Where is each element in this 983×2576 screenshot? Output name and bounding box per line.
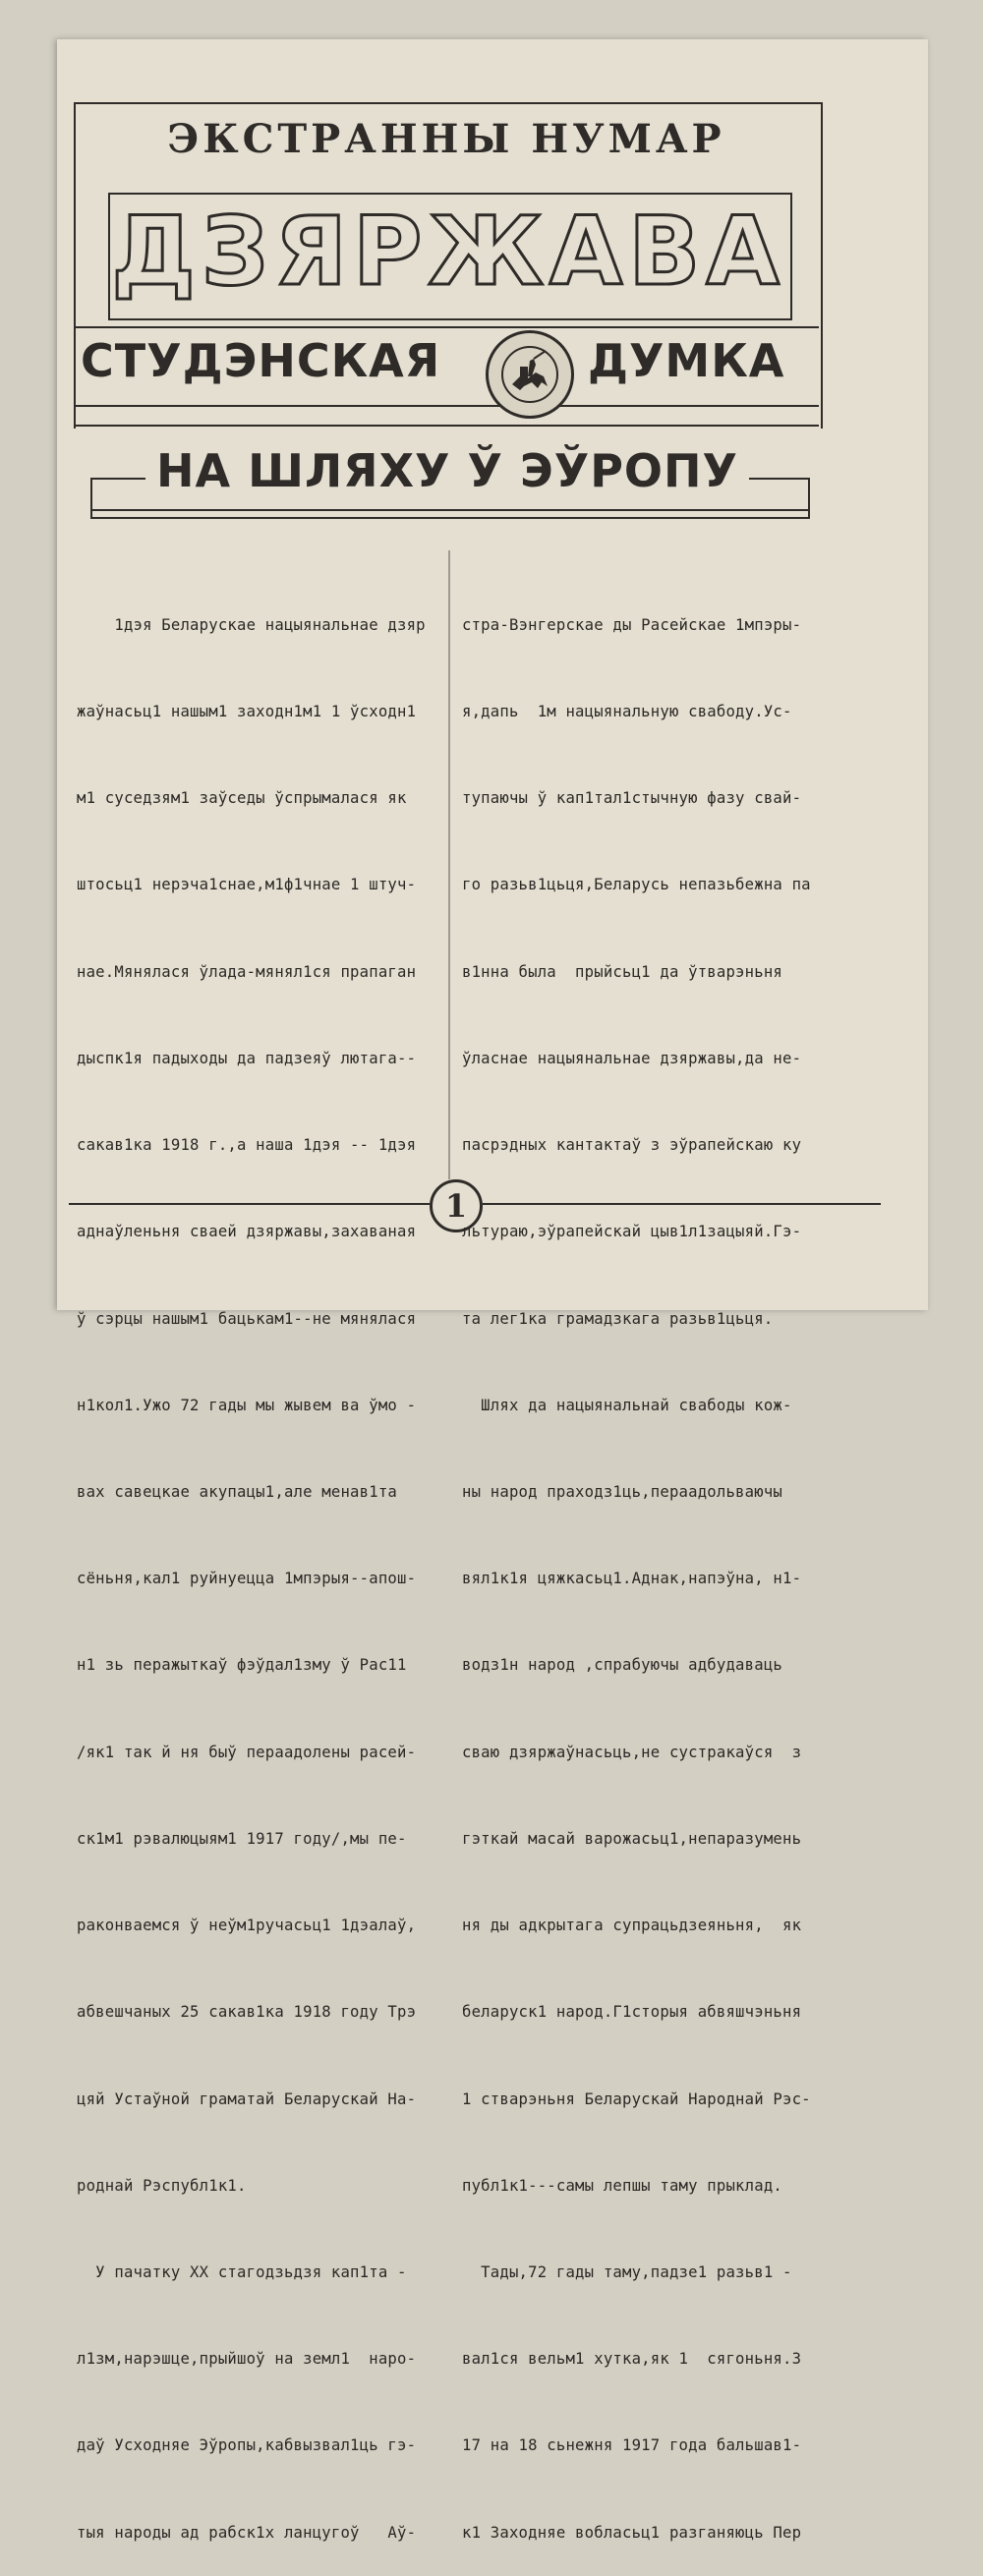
text-line: цяй Устаўной граматай Беларускай На- (77, 2089, 417, 2108)
text-line: /як1 так й ня быў пераадолены расей- (77, 1743, 417, 1761)
right-column (462, 553, 865, 2576)
text-line: вах савецкае акупацы1,але менав1та (77, 1483, 397, 1501)
subtitle-left: СТУДЭНСКАЯ (81, 334, 441, 387)
divider (74, 405, 819, 407)
text-line: Шлях да нацыянальнай свабоды кож- (462, 1396, 792, 1414)
text-line: м1 суседзям1 заўседы ўспрымалася як (77, 789, 407, 808)
text-line: даў Усходняе Эўропы,кабвызвал1ць гэ- (77, 2436, 417, 2455)
text-line: сваю дзяржаўнасьць,не сустракаўся з (462, 1743, 802, 1761)
headline-rule (90, 478, 92, 519)
text-line: л1зм,нарэшце,прыйшоў на земл1 наро- (77, 2350, 417, 2369)
headline-rule (749, 478, 810, 480)
text-line: дыспк1я падыходы да падзеяў лютага-- (77, 1049, 417, 1067)
text-line: сакав1ка 1918 г.,а наша 1дэя -- 1дэя (77, 1136, 417, 1155)
text-line: льтураю,эўрапейскай цыв1л1зацыяй.Гэ- (462, 1223, 802, 1241)
text-line: н1кол1.Ужо 72 гады мы жывем ва ўмо - (77, 1396, 417, 1414)
pahonia-emblem-icon (486, 330, 574, 419)
text-line: гэткай масай варожасьц1,непаразумень (462, 1829, 802, 1848)
text-line: жаўнасьц1 нашым1 заходн1м1 1 ўсходн1 (77, 703, 417, 721)
text-line: водз1н народ ,спрабуючы адбудаваць (462, 1656, 782, 1675)
text-line: 17 на 18 сьнежня 1917 года бальшав1- (462, 2436, 802, 2455)
text-line: абвешчаных 25 сакав1ка 1918 году Трэ (77, 2003, 417, 2022)
text-line: сёньня,кал1 руйнуецца 1мпэрыя--апош- (77, 1570, 417, 1588)
text-line: ня ды адкрытага супрацьдзеяньня, як (462, 1917, 802, 1935)
subtitle-right: ДУМКА (588, 334, 785, 387)
text-line: ны народ праходз1ць,пераадольваючы (462, 1483, 782, 1501)
left-column (77, 553, 480, 2576)
text-line: вал1ся вельм1 хутка,як 1 сягоньня.З (462, 2350, 802, 2369)
footer-rule (483, 1203, 881, 1205)
text-line: тупаючы ў кап1тал1стычную фазу свай- (462, 789, 802, 808)
headline-rule (90, 478, 145, 480)
text-line: та лег1ка грамадзкага разьв1цьця. (462, 1309, 774, 1328)
text-line: вял1к1я цяжкасьц1.Аднак,напэўна, н1- (462, 1570, 802, 1588)
text-line: пасрэдных кантактаў з эўрапейскаю ку (462, 1136, 802, 1155)
text-line: 1дэя Беларускае нацыянальнае дзяр (77, 615, 426, 634)
divider (74, 425, 819, 427)
text-line: роднай Рэспубл1к1. (77, 2176, 247, 2195)
page-number: 1 (430, 1179, 483, 1232)
divider (74, 326, 819, 328)
text-line: я,дапь 1м нацыянальную свабоду.Ус- (462, 703, 792, 721)
text-line: нае.Мянялася ўлада-мянял1ся прапаган (77, 962, 417, 981)
masthead-title: ДЗЯРЖАВА (111, 197, 785, 307)
article-headline: НА ШЛЯХУ Ў ЭЎРОПУ (156, 444, 738, 497)
text-line: публ1к1---самы лепшы таму прыклад. (462, 2176, 782, 2195)
text-line: 1 стварэньня Беларускай Народнай Рэс- (462, 2089, 811, 2108)
text-line: ўласнае нацыянальнае дзяржавы,да не- (462, 1049, 802, 1067)
text-line: стра-Вэнгерскае ды Расейскае 1мпэры- (462, 615, 802, 634)
headline-rule (90, 517, 810, 519)
text-line: к1 Заходняе вобласьц1 разганяюць Пер (462, 2523, 802, 2542)
text-line: в1нна была прыйсьц1 да ўтварэньня (462, 962, 782, 981)
text-line: ў сэрцы нашым1 бацькам1--не мянялася (77, 1309, 417, 1328)
text-line: ск1м1 рэвалюцыям1 1917 году/,мы пе- (77, 1829, 407, 1848)
text-line: У пачатку XX стагодзьдзя кап1та - (77, 2262, 407, 2281)
text-line: н1 зь перажыткаў фэўдал1зму ў Рас11 (77, 1656, 407, 1675)
text-line: го разьв1цьця,Беларусь непазьбежна па (462, 876, 811, 894)
text-line: беларуск1 народ.Г1сторыя абвяшчэньня (462, 2003, 802, 2022)
text-line: аднаўленьня сваей дзяржавы,захаваная (77, 1223, 417, 1241)
text-line: Тады,72 гады таму,падзе1 разьв1 - (462, 2262, 792, 2281)
headline-rule (90, 509, 810, 511)
issue-label: ЭКСТРАННЫ НУМАР (167, 116, 725, 162)
footer-rule (69, 1203, 430, 1205)
text-line: штосьц1 нерэча1снае,м1ф1чнае 1 штуч- (77, 876, 417, 894)
text-line: тыя народы ад рабск1х ланцугоў Аў- (77, 2523, 417, 2542)
headline-rule (808, 478, 810, 519)
text-line: раконваемся ў неўм1ручасьц1 1дэалаў, (77, 1917, 417, 1935)
